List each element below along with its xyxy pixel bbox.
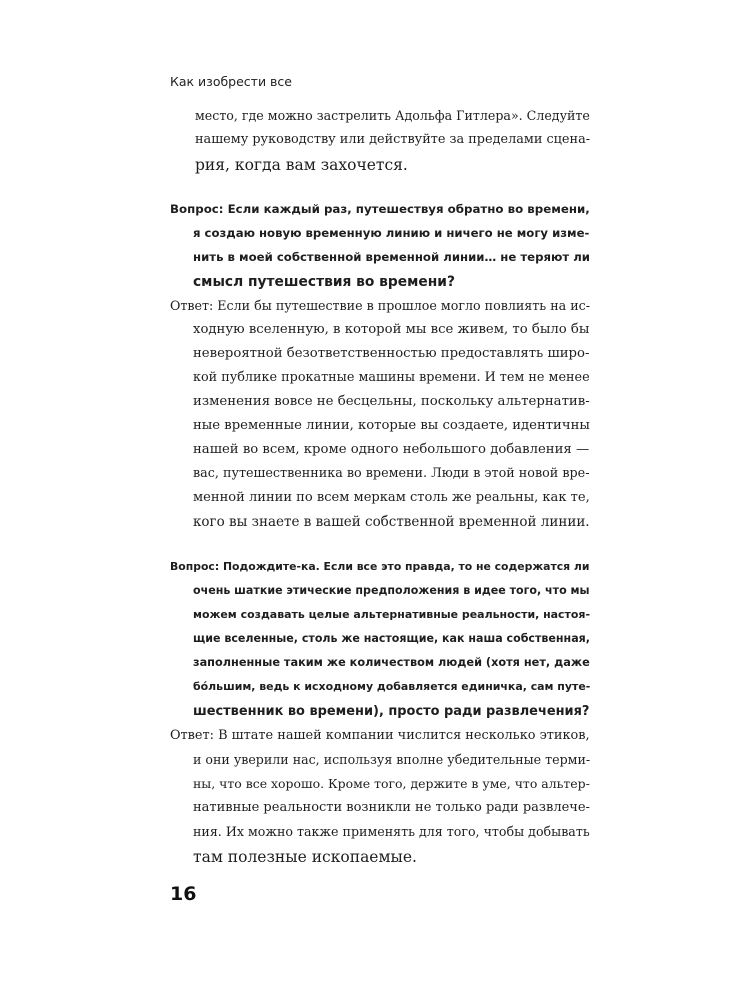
answer-line: менной линии по всем меркам столь же реальны, как те, [193,490,590,505]
answer-line: ходную вселенную, в которой мы все живем, то было бы [193,322,590,337]
question-line: Вопрос: Если каждый раз, путешествуя обратно во времени, [170,202,590,216]
text-line: место, где можно застрелить Адольфа Гитлера». Следуйте [195,108,590,123]
question-line: шественник во времени), просто ради развлечения? [193,704,590,719]
answer-line: вас, путешественника во времени. Люди в этой новой вре- [193,466,590,481]
question-line: очень шаткие этические предположения в идее того, что мы [193,584,590,597]
question-line: заполненные таким же количеством людей (хотя нет, даже [193,656,590,669]
question-line: смысл путешествия во времени? [193,274,455,290]
page-number: 16 [170,883,197,905]
answer-line: изменения вовсе не бесцельны, поскольку альтернатив- [193,394,590,409]
answer-line: там полезные ископаемые. [193,848,417,866]
answer-line: и они уверили нас, используя вполне убедительные терми- [193,752,591,767]
answer-line: Ответ: Если бы путешествие в прошлое могло повлиять на ис- [170,298,590,313]
answer-line: ния. Их можно также применять для того, чтобы добывать [193,824,590,839]
answer-line: ны, что все хорошо. Кроме того, держите в уме, что альтер- [193,776,590,791]
answer-line: ные временные линии, которые вы создаете, идентичны [193,418,590,433]
question-line: щие вселенные, столь же настоящие, как наша собственная, [193,632,590,645]
answer-line: кого вы знаете в вашей собственной временной линии. [193,514,590,530]
answer-line: нативные реальности возникли не только ради развлече- [193,800,590,815]
question-line: Вопрос: Подождите-ка. Если все это правда, то не содержатся ли [170,560,590,573]
text-line: нашему руководству или действуйте за пределами сцена- [195,132,591,147]
answer-line: кой публике прокатные машины времени. И тем не менее [193,370,590,385]
running-header: Как изобрести все [170,74,292,89]
question-line: я создаю новую временную линию и ничего не могу изме- [193,226,590,240]
question-line: нить в моей собственной временной линии… не теряют ли [193,250,591,264]
text-line: рия, когда вам захочется. [195,156,408,174]
answer-line: Ответ: В штате нашей компании числится несколько этиков, [170,728,590,743]
answer-line: невероятной безответственностью предоставлять широ- [193,346,590,361]
answer-line: нашей во всем, кроме одного небольшого добавления — [193,442,590,457]
question-line: можем создавать целые альтернативные реальности, настоя- [193,608,590,621]
question-line: бóльшим, ведь к исходному добавляется единичка, сам путе- [193,680,591,693]
